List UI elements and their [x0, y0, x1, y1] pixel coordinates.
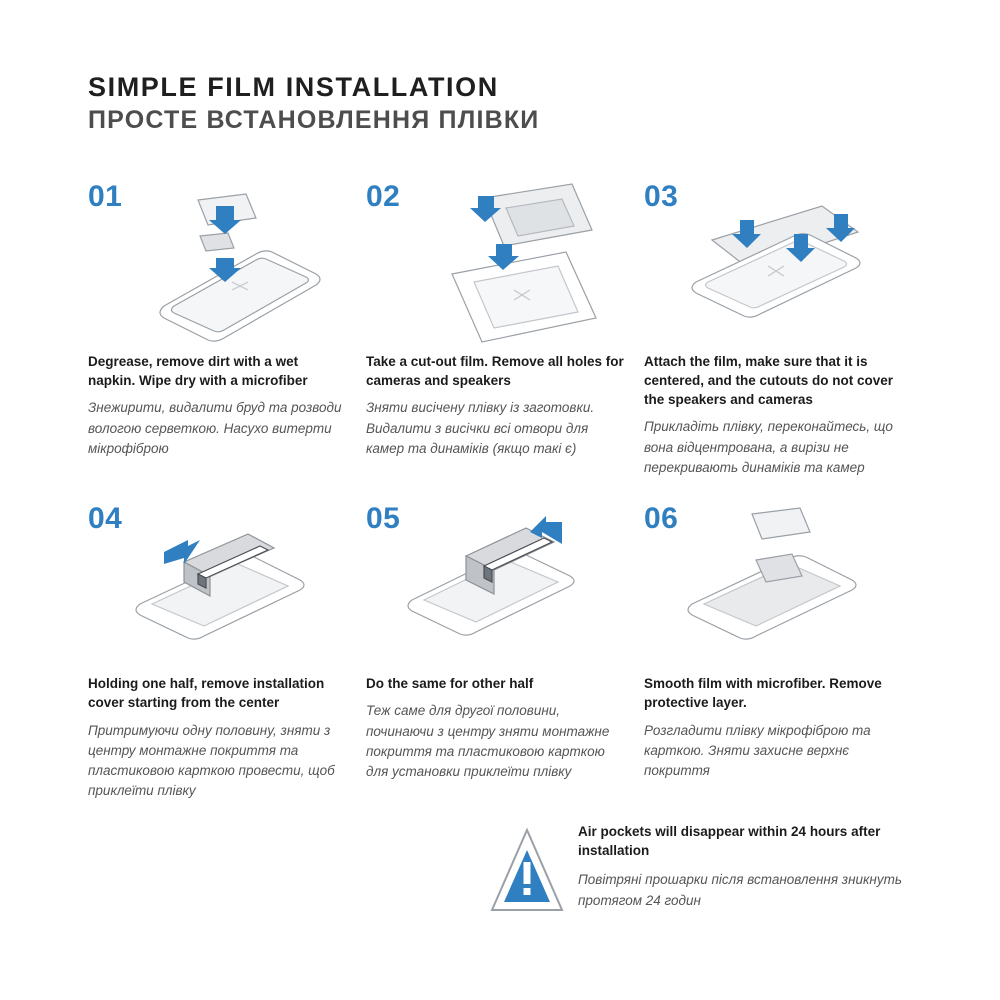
- footer-text-uk: Повітряні прошарки після встановлення зникнуть протягом 24 годин: [578, 872, 902, 908]
- step-text-en: Attach the film, make sure that it is centered, and the cutouts do not cover the speakers and cameras: [644, 354, 894, 408]
- step-illustration-phone-with-wipe: [88, 178, 360, 348]
- step-04: [88, 500, 360, 801]
- step-text-en: Do the same for other half: [366, 676, 534, 692]
- step-06: [644, 500, 916, 801]
- step-02: [366, 178, 638, 478]
- step-illustration-smooth-with-cloth: [644, 500, 916, 670]
- steps-grid: [88, 178, 916, 802]
- page-title-en: SIMPLE FILM INSTALLATION: [88, 72, 499, 102]
- step-text-en: Smooth film with microfiber. Remove protective layer.: [644, 676, 882, 711]
- step-text-en: Holding one half, remove installation cover starting from the center: [88, 676, 325, 711]
- step-text-uk: Знежирити, видалити бруд та розводи вологою серветкою. Насухо витерти мікрофіброю: [88, 400, 342, 456]
- footer-note: [490, 822, 920, 921]
- step-text-en: Degrease, remove dirt with a wet napkin. Wipe dry with a microfiber: [88, 354, 308, 389]
- footer-text-en: Air pockets will disappear within 24 hours after installation: [578, 824, 881, 859]
- step-text-uk: Прикладіть плівку, переконайтесь, що вона відцентрована, а вирізи не перекривають динаміків та камер: [644, 419, 893, 475]
- step-05: [366, 500, 638, 801]
- warning-triangle-icon: [490, 824, 564, 921]
- step-text-uk: Притримуючи одну половину, зняти з центру монтажне покриття та пластиковою карткою провести, щоб приклеїти плівку: [88, 722, 335, 799]
- page-header: [88, 72, 908, 135]
- step-text-uk: Розгладити плівку мікрофіброю та карткою. Зняти захисне верхнє покриття: [644, 722, 871, 779]
- step-text-uk: Зняти висічену плівку із заготовки. Видалити з висічки всі отвори для камер та динаміків (якщо такі є): [366, 400, 595, 456]
- footer-text-block: [578, 822, 920, 911]
- step-illustration-film-onto-phone: [644, 178, 916, 348]
- page-title-uk: ПРОСТЕ ВСТАНОВЛЕННЯ ПЛІВКИ: [88, 106, 540, 135]
- step-03: [644, 178, 916, 478]
- step-illustration-peel-left-half: [88, 500, 360, 670]
- step-illustration-peel-right-half: [366, 500, 638, 670]
- step-text-uk: Теж саме для другої половини, починаючи з центру зняти монтажне покриття та пластиковою карткою для установки приклеїти плівку: [366, 703, 610, 780]
- step-number: 04: [88, 502, 123, 536]
- step-number: 01: [88, 180, 123, 213]
- step-number: 05: [366, 502, 401, 536]
- step-number: 02: [366, 180, 401, 213]
- step-number: 06: [644, 502, 679, 536]
- step-number: 03: [644, 180, 679, 213]
- step-illustration-film-sheet-cutout: [366, 178, 638, 348]
- step-01: [88, 178, 360, 478]
- step-text-en: Take a cut-out film. Remove all holes for cameras and speakers: [366, 354, 624, 389]
